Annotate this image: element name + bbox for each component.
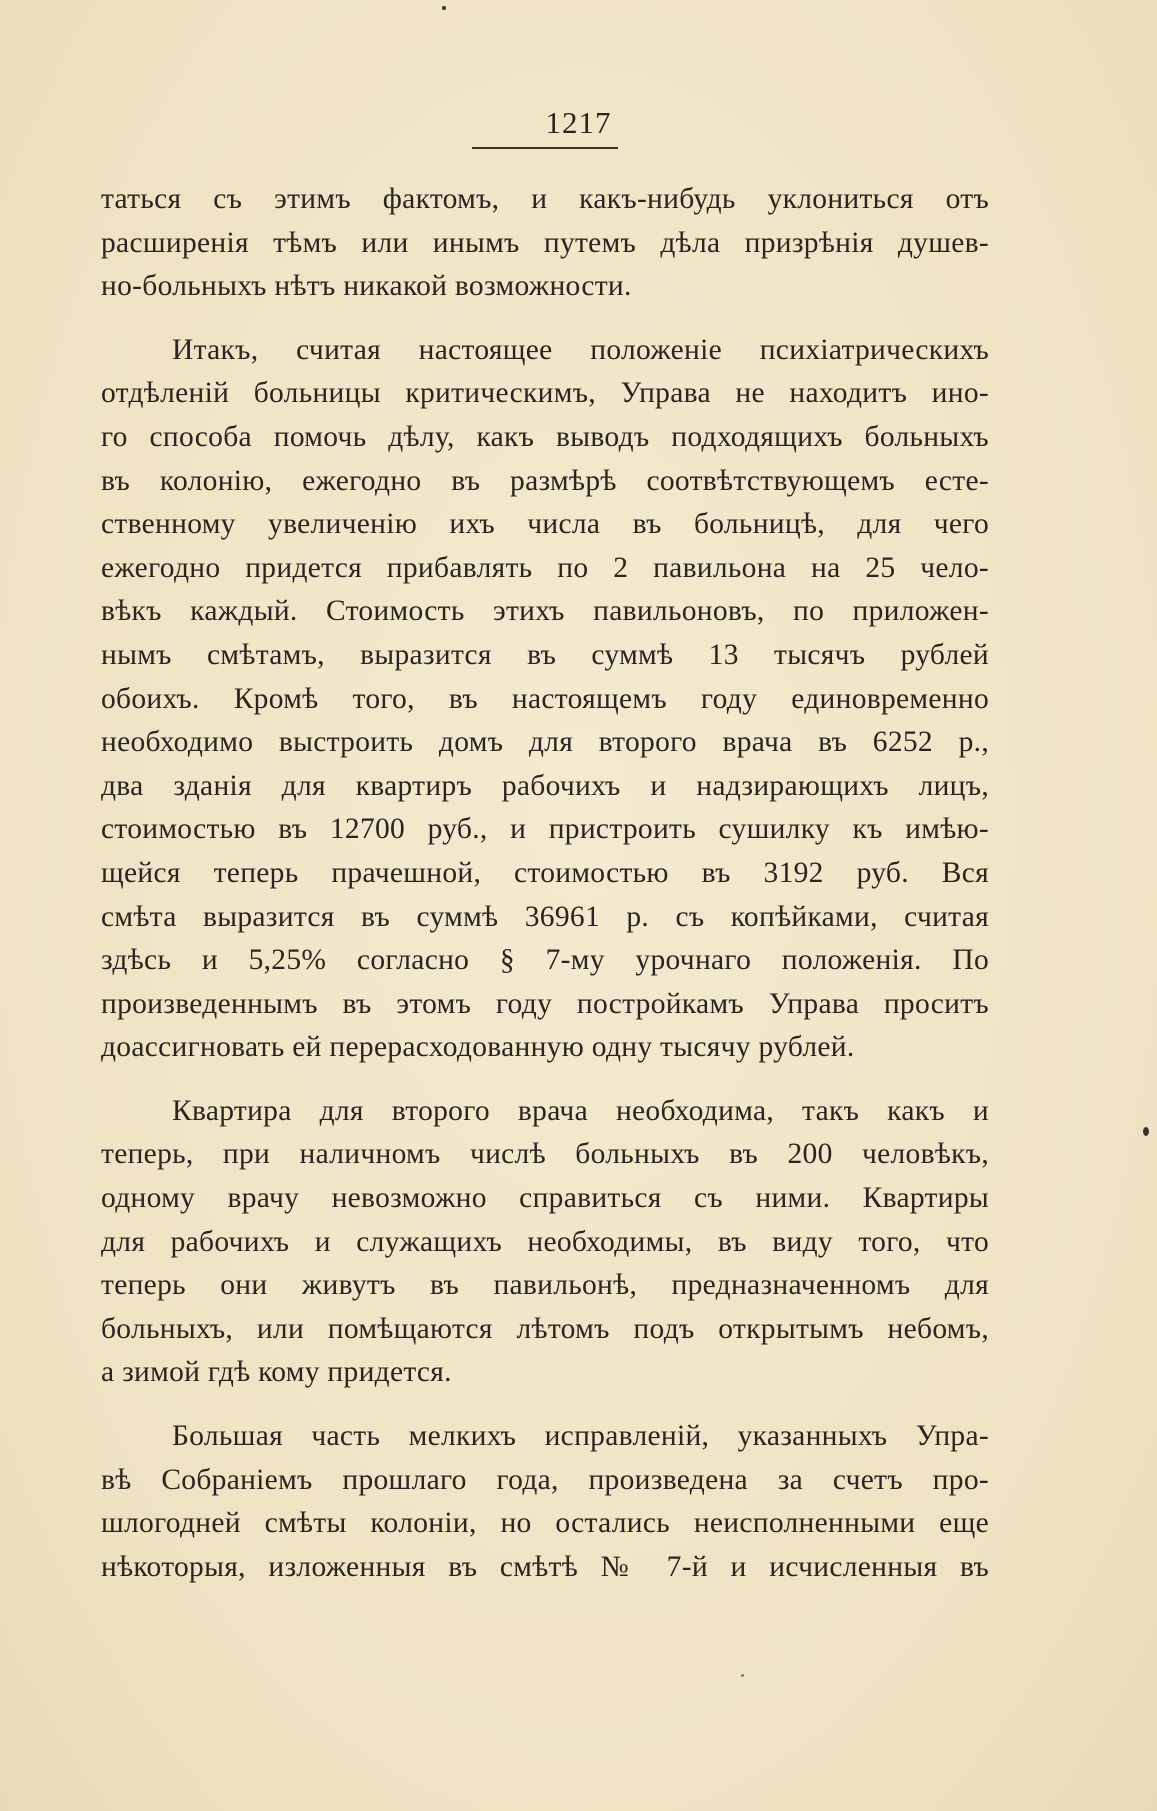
text-line: Большая часть мелкихъ исправленій, указанныхъ Упра- [172, 1420, 989, 1453]
text-line: для рабочихъ и служащихъ необходимы, въ виду того, что [101, 1225, 989, 1258]
text-line: теперь они живутъ въ павильонѣ, предназначенномъ для [101, 1269, 989, 1302]
page-number-rule [472, 147, 618, 149]
text-line: два зданія для квартиръ рабочихъ и надзирающихъ лицъ, [101, 769, 989, 802]
paragraph [101, 329, 989, 1070]
paragraph [101, 178, 989, 309]
text-line: стоимостью въ 12700 руб., и пристроить сушилку къ имѣю- [101, 813, 989, 846]
text-line: ственному увеличенію ихъ числа въ больницѣ, для чего [101, 508, 989, 541]
text-line: необходимо выстроить домъ для второго врача въ 6252 р., [101, 726, 989, 759]
text-line: обоихъ. Кромѣ того, въ настоящемъ году единовременно [101, 682, 989, 715]
scan-speck [1143, 1127, 1149, 1136]
text-line: а зимой гдѣ кому придется. [101, 1356, 452, 1389]
paragraph [101, 1415, 989, 1589]
text-line: нѣкоторыя, изложенныя въ смѣтѣ № 7-й и исчисленныя въ [101, 1550, 989, 1583]
paragraph [101, 1090, 989, 1395]
text-line: одному врачу невозможно справиться съ ними. Квартиры [101, 1182, 989, 1215]
text-line: щейся теперь прачешной, стоимостью въ 3192 руб. Вся [101, 856, 989, 889]
text-line: вѣ Собраніемъ прошлаго года, произведена за счетъ про- [101, 1463, 989, 1496]
text-line: таться съ этимъ фактомъ, и какъ-нибудь уклониться отъ [101, 183, 989, 215]
text-line: произведеннымъ въ этомъ году постройкамъ Управа проситъ [101, 987, 989, 1020]
text-line: смѣта выразится въ суммѣ 36961 р. съ копѣйками, считая [101, 900, 989, 933]
page-number: 1217 [545, 105, 612, 140]
text-line: въ колонію, ежегодно въ размѣрѣ соотвѣтствующемъ есте- [101, 464, 989, 497]
text-line: здѣсь и 5,25% согласно § 7-му урочнаго положенія. По [101, 944, 989, 977]
scan-speck [741, 1674, 744, 1677]
text-line: доассигновать ей перерасходованную одну тысячу рублей. [101, 1031, 855, 1064]
text-line: Квартира для второго врача необходима, такъ какъ и [172, 1094, 989, 1127]
text-line: расширенія тѣмъ или инымъ путемъ дѣла призрѣнія душев- [101, 226, 989, 259]
body-text [101, 178, 989, 1589]
text-line: больныхъ, или помѣщаются лѣтомъ подъ открытымъ небомъ, [101, 1312, 989, 1345]
text-line: ежегодно придется прибавлять по 2 павильона на 25 чело- [101, 551, 989, 584]
text-line: го способа помочь дѣлу, какъ выводъ подходящихъ больныхъ [101, 420, 989, 453]
scan-speck [442, 6, 446, 10]
text-line: отдѣленій больницы критическимъ, Управа не находитъ ино- [101, 377, 989, 410]
text-line: Итакъ, считая настоящее положеніе психіатрическихъ [172, 333, 989, 366]
text-line: но-больныхъ нѣтъ никакой возможности. [101, 270, 632, 303]
text-line: нымъ смѣтамъ, выразится въ суммѣ 13 тысячъ рублей [101, 638, 989, 671]
text-line: теперь, при наличномъ числѣ больныхъ въ 200 человѣкъ, [101, 1138, 989, 1171]
text-line: вѣкъ каждый. Стоимость этихъ павильоновъ, по приложен- [101, 595, 989, 628]
text-line: шлогодней смѣты колоніи, но остались неисполненными еще [101, 1507, 989, 1540]
